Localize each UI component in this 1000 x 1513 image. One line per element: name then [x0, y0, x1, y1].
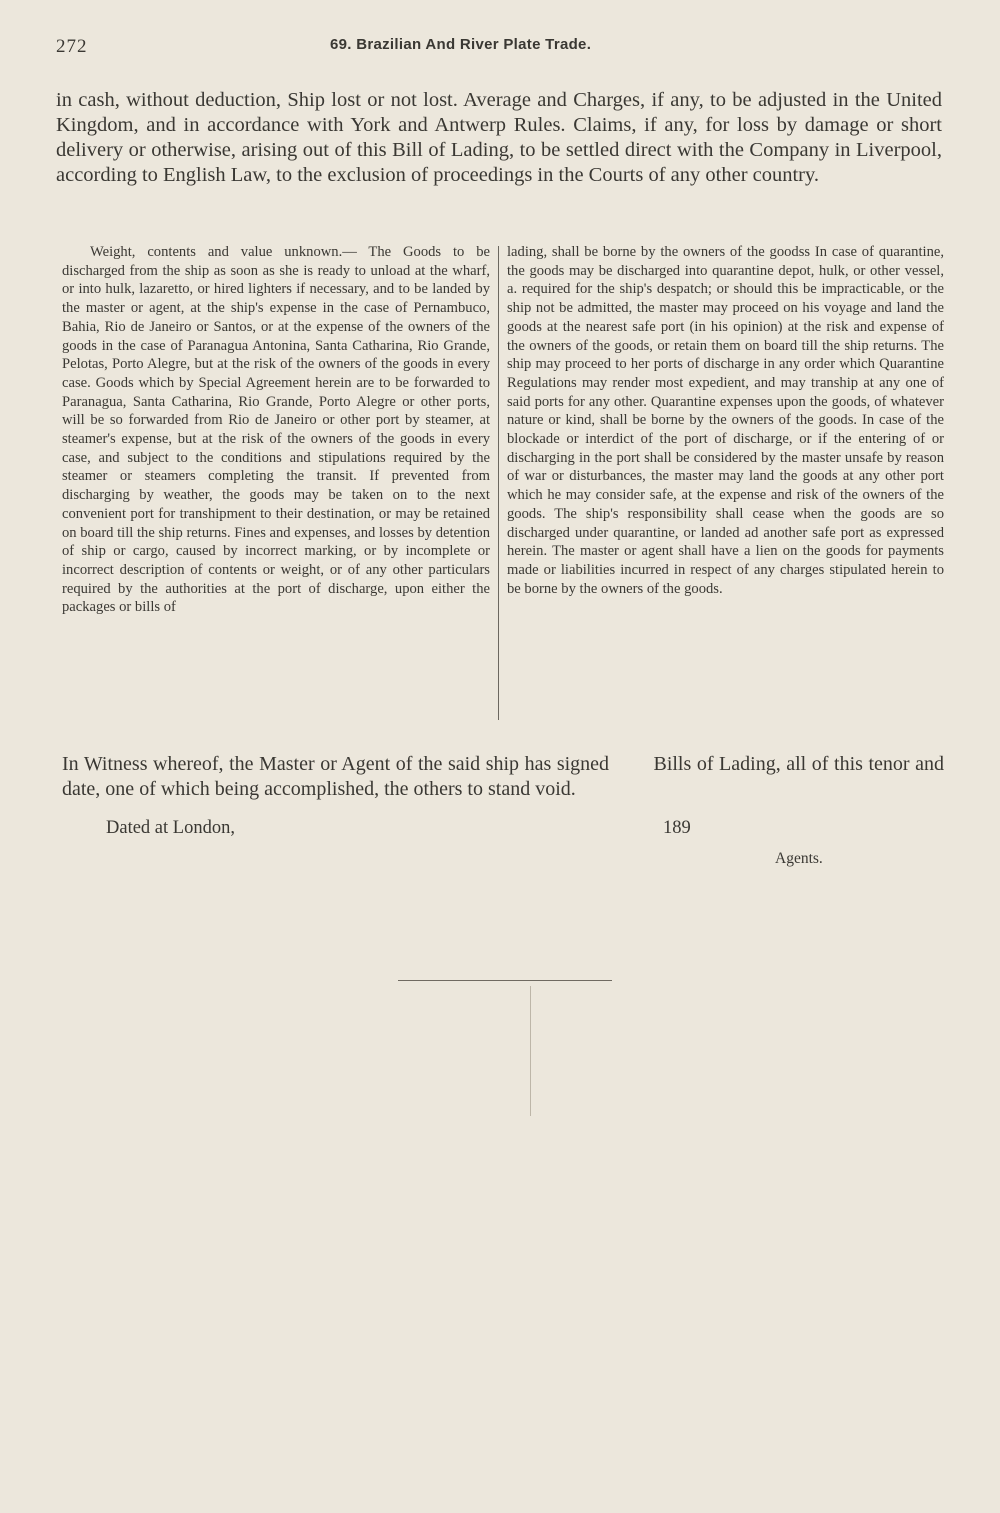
lead-paragraph: in cash, without deduction, Ship lost or not lost. Average and Charges, if any, to be adjusted in the United Kingdom, and in accordance with York and Antwerp Rules. Claims, if any, for loss by damage or short delivery or otherwise, arising out of this Bill of Lading, to be settled direct with the Company in Liverpool, according to English Law, to the exclusion of proceedings in the Courts of any other country. — [56, 89, 942, 186]
column-divider — [498, 246, 499, 720]
clause-right-column: lading, shall be borne by the owners of the goodss In case of quarantine, the goods may be discharged into quarantine depot, hulk, or other vessel, a. required for the ship's despatch; or should this be impracticable, or the ship not be admitted, the master may proceed on his voyage and land the goods at the nearest safe port (in his opinion) at the risk and expense of the owners of the goods, or retain them on board till the ship returns. The ship may proceed to her ports of discharge in any order which Quarantine Regulations may render most expedient, and may tranship at any one of said ports for any other. Quarantine expenses upon the goods, of whatever nature or kind, shall be borne by the owners of the goods. In case of the blockade or interdict of the port of discharge, or if the entering of or discharging in the port shall be considered by the master unsafe by reason of war or disturbances, the master may land the goods at any other port which he may consider safe, at the expense and risk of the owners of the goods. The ship's responsibility shall cease when the goods are so discharged under quarantine, or landed ad another safe port as expressed herein. The master or agent shall have a lien on the goods for payments made or liabilities incurred in respect of any charges stipulated herein to be borne by the owners of the goods. — [507, 244, 944, 597]
dated-label: Dated at London, — [106, 818, 235, 838]
agents-label: Agents. — [775, 850, 823, 867]
fold-line — [530, 986, 531, 1116]
year-label: 189 — [663, 818, 691, 838]
clause-left-column: Weight, contents and value unknown.— The Goods to be discharged from the ship as soon as she is ready to unload at the wharf, or into hulk, lazaretto, or hired lighters if necessary, and to be landed by the master or agent, at the ship's expense in the case of Pernambuco, Bahia, Rio de Janeiro or Santos, or at the expense of the owners of the goods in the case of Paranagua Antonina, Santa Catharina, Rio Grande, Pelotas, Porto Alegre, but at the risk of the owners of the goods in every case. Goods which by Special Agreement herein are to be forwarded to Paranagua, Santa Catharina, Rio Grande, Porto Alegre or other ports, will be so forwarded from Rio de Janeiro or other port by steamer, at steamer's expense, but at the risk of the owners of the goods in every case, and subject to the conditions and stipulations required by the steamer or steamers completing the transit. If prevented from discharging by weather, the goods may be taken on to the next convenient port for transhipment to their destination, or may be retained on board till the ship returns. Fines and expenses, and losses by detention of ship or cargo, caused by incorrect marking, or by incomplete or incorrect description of contents or weight, or of any other particulars required by the authorities at the port of discharge, upon either the packages or bills of — [62, 244, 491, 616]
witness-paragraph: In Witness whereof, the Master or Agent of the said ship has signed Bills of Lading, all of this tenor and date, one of which being accomplished, the others to stand void. — [62, 753, 949, 800]
running-head: 69. Brazilian And River Plate Trade. — [330, 36, 592, 53]
page-number: 272 — [56, 36, 88, 57]
signature-rule — [398, 980, 612, 981]
